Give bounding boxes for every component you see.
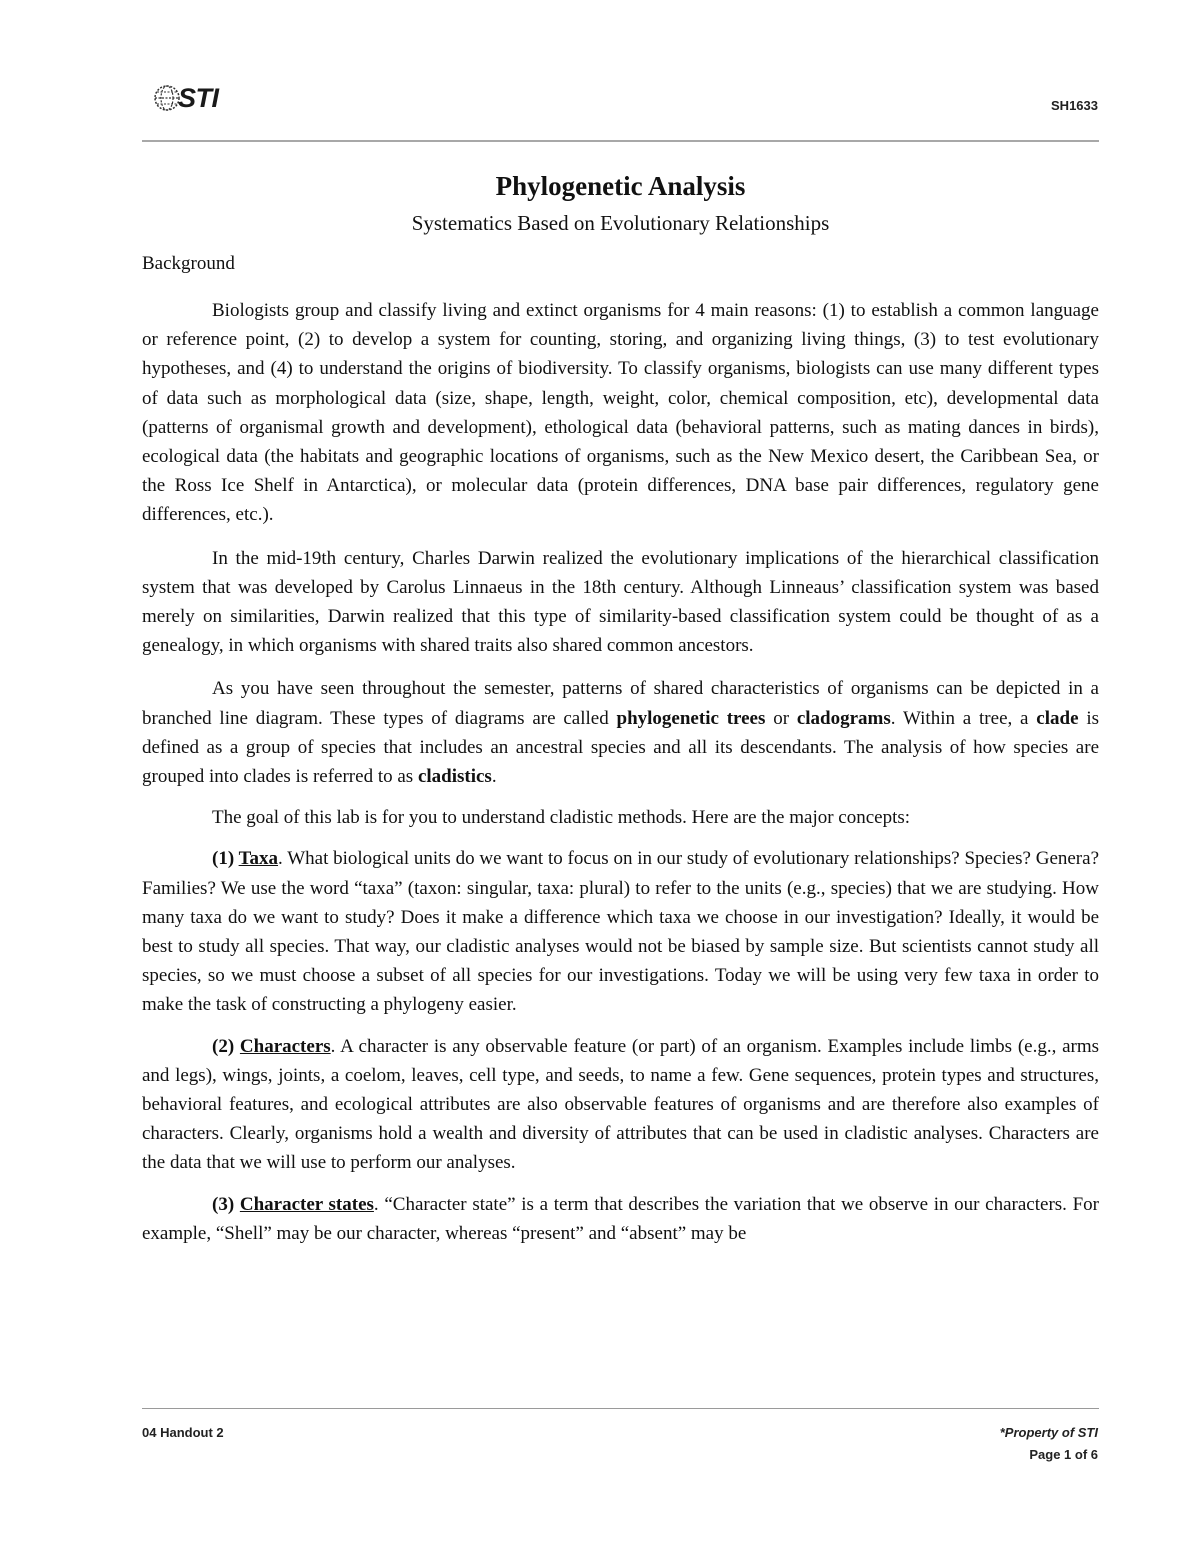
concept-term: Character states bbox=[239, 1193, 374, 1215]
term-clade: clade bbox=[1036, 707, 1079, 729]
term-cladograms: cladograms bbox=[796, 707, 891, 729]
paragraph-background: Biologists group and classify living and extinct organisms for 4 main reasons: (1) to establish a common language or reference point, (2) to develop a system for counting, storing, and organizing living things, (3) to test evolutionary hypotheses, and (4) to understand the origins of biodiversity. To classify organisms, biologists can use many different types of data such as morphological data (size, shape, length, weight, color, chemical composition, etc), developmental data (patterns of organismal growth and development), ethological data (behavioral patterns, such as mating dances in birds), ecological data (the habitats and geographic locations of organisms, such as the New Mexico desert, the Caribbean Sea, or the Ross Ice Shelf in Antarctica), or molecular data (protein differences, DNA base pair differences, regulatory gene differences, etc.). bbox=[142, 300, 1099, 526]
term-phylogenetic-trees: phylogenetic trees bbox=[616, 707, 766, 729]
handout-label: 04 Handout 2 bbox=[142, 1425, 224, 1440]
page-subtitle: Systematics Based on Evolutionary Relationships bbox=[411, 211, 830, 235]
header-divider bbox=[142, 140, 1099, 142]
concept-term: Taxa bbox=[238, 848, 279, 870]
paragraph-goal: The goal of this lab is for you to understand cladistic methods. Here are the major concepts: bbox=[212, 807, 911, 829]
page-number: Page 1 of 6 bbox=[1029, 1447, 1098, 1462]
sti-logo bbox=[152, 82, 219, 114]
concept-term: Characters bbox=[239, 1035, 331, 1057]
logo-text: STI bbox=[178, 82, 219, 113]
section-heading: Background bbox=[142, 253, 235, 274]
concept-taxa: (1) Taxa. What biological units do we want to focus on in our study of evolutionary relationships? Species? Genera? Families? We use the word “taxa” (taxon: singular, taxa: plural) to refer to the units (e.g., species) that we are studying. How many taxa do we want to study? Does it make a difference which taxa we choose in our investigation? Ideally, it would be best to study all species. That way, our cladistic analyses would not be biased by sample size. But scientists cannot study all species, so we must choose a subset of all species for our investigations. Today we will be using very few taxa in order to make the task of constructing a phylogeny easier. bbox=[142, 848, 1100, 1016]
term-cladistics: cladistics bbox=[417, 766, 492, 788]
paragraph-trees: As you have seen throughout the semester, patterns of shared characteristics of organisms can be depicted in a branched line diagram. These types of diagrams are called phylogenetic trees or cladograms. Within a tree, a clade is defined as a group of species that includes an ancestral species and all its descendants. The analysis of how species are grouped into clades is referred to as cladistics. bbox=[142, 678, 1099, 788]
document-body bbox=[142, 168, 1099, 1248]
concept-characters: (2) Characters. A character is any observable feature (or part) of an organism. Examples include limbs (e.g., arms and legs), wings, joints, a coelom, leaves, cell type, and seeds, to name a few. Gene sequences, protein types and structures, behavioral features, and ecological attributes are also observable features of organisms and are therefore also examples of characters. Clearly, organisms hold a wealth and diversity of attributes that can be used in cladistic analyses. Characters are the data that we will use to perform our analyses. bbox=[142, 1035, 1099, 1174]
paragraph-darwin: In the mid-19th century, Charles Darwin realized the evolutionary implications of the hierarchical classification system that was developed by Carolus Linnaeus in the 18th century. Although Linneaus’ classification system was based merely on similarities, Darwin realized that this type of similarity-based classification system could be thought of as a genealogy, in which organisms with shared traits also shared common ancestors. bbox=[142, 547, 1099, 657]
property-label: *Property of STI bbox=[999, 1425, 1098, 1440]
document-code: SH1633 bbox=[1051, 98, 1098, 113]
page-title: Phylogenetic Analysis bbox=[495, 171, 746, 201]
footer-divider bbox=[142, 1408, 1099, 1409]
concept-character-states: (3) Character states. “Character state” is a term that describes the variation that we observe in our characters. For example, “Shell” may be our character, whereas “present” and “absent” may be bbox=[142, 1193, 1099, 1244]
